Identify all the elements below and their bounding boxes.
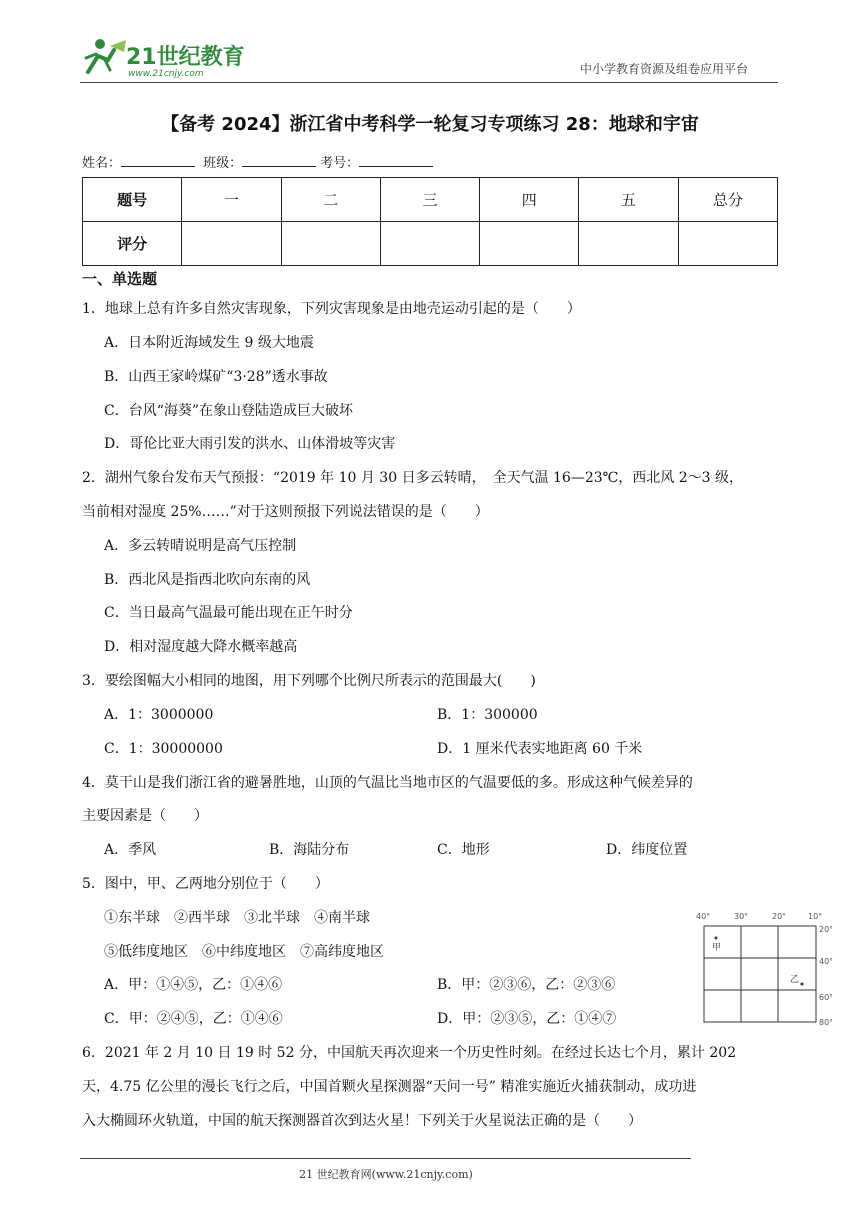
question-4-option-d: D．纬度位置 — [606, 842, 688, 858]
question-5-option-c: C．甲：②④⑤，乙：①④⑥ — [104, 1011, 283, 1027]
question-2-option-d: D．相对湿度越大降水概率越高 — [104, 639, 298, 655]
longitude-label: 20° — [772, 912, 787, 921]
question-6-stem-line-2: 天，4.75 亿公里的漫长飞行之后，中国首颗火星探测器“天问一号” 精准实施近火捕获制动，成功进 — [82, 1079, 697, 1095]
score-header-cell: 一 — [182, 178, 281, 222]
latitude-longitude-grid-figure — [694, 908, 832, 1028]
logo-url: www.21cnjy.com — [128, 69, 204, 78]
latitude-label: 20° — [819, 925, 832, 934]
question-1-option-b: B．山西王家岭煤矿“3·28”透水事故 — [104, 369, 328, 385]
question-2-option-c: C．当日最高气温最可能出现在正午时分 — [104, 605, 353, 621]
question-2-stem-line-2: 当前相对湿度 25%……”对于这则预报下列说法错误的是（ ） — [82, 504, 489, 520]
question-2-stem-line-1: 2．湖州气象台发布天气预报：“2019 年 10 月 30 日多云转晴， 全天气温 16—23℃，西北风 2～3 级， — [82, 470, 744, 486]
question-4-option-c: C．地形 — [437, 842, 490, 858]
point-b-label: 乙 — [790, 975, 800, 985]
question-1-option-a: A．日本附近海域发生 9 级大地震 — [104, 335, 314, 351]
question-6-stem-line-1: 6．2021 年 2 月 10 日 19 时 52 分，中国航天再次迎来一个历史性时刻。在经过长达七个月，累计 202 — [82, 1045, 737, 1061]
score-cell[interactable] — [380, 222, 479, 266]
score-cell[interactable] — [579, 222, 678, 266]
score-header-cell: 四 — [480, 178, 579, 222]
name-label: 姓名： — [82, 156, 122, 171]
footer-divider — [80, 1158, 691, 1159]
point-a-label: 甲 — [712, 943, 722, 953]
question-2-option-b: B．西北风是指西北吹向东南的风 — [104, 572, 311, 588]
longitude-label: 10° — [808, 912, 823, 921]
question-2-option-a: A．多云转晴说明是高气压控制 — [104, 538, 297, 554]
grid-lines — [704, 926, 816, 1022]
question-3-option-a: A．1：3000000 — [104, 707, 214, 723]
exam-field[interactable] — [359, 154, 433, 167]
class-field[interactable] — [242, 154, 316, 167]
question-1-stem: 1．地球上总有许多自然灾害现象，下列灾害现象是由地壳运动引起的是（ ） — [82, 301, 581, 317]
point-a-marker — [715, 937, 718, 940]
question-3-option-d: D．1 厘米代表实地距离 60 千米 — [437, 741, 643, 757]
longitude-label: 40° — [696, 912, 711, 921]
question-4-option-b: B．海陆分布 — [269, 842, 350, 858]
score-cell[interactable] — [182, 222, 281, 266]
question-5-items-line-1: ①东半球 ②西半球 ③北半球 ④南半球 — [104, 910, 370, 926]
question-5-option-d: D．甲：②③⑤，乙：①④⑦ — [437, 1011, 617, 1027]
header-divider — [80, 82, 778, 83]
score-header-cell: 五 — [579, 178, 678, 222]
latitude-label: 60° — [819, 993, 832, 1002]
question-1-option-d: D．哥伦比亚大雨引发的洪水、山体滑坡等灾害 — [104, 436, 396, 452]
question-3-option-b: B．1：300000 — [437, 707, 538, 723]
question-3-stem: 3．要绘图幅大小相同的地图，用下列哪个比例尺所表示的范围最大( ) — [82, 673, 536, 689]
score-row-label: 评分 — [83, 222, 182, 266]
latitude-label: 40° — [819, 957, 832, 966]
score-header-cell: 总分 — [678, 178, 777, 222]
question-5-items-line-2: ⑤低纬度地区 ⑥中纬度地区 ⑦高纬度地区 — [104, 944, 384, 960]
header-platform-text: 中小学教育资源及组卷应用平台 — [580, 62, 749, 76]
question-5-stem: 5．图中，甲、乙两地分别位于（ ） — [82, 876, 329, 892]
score-table-score-row — [83, 222, 778, 266]
point-b-marker — [801, 983, 804, 986]
question-4-stem-line-1: 4．莫干山是我们浙江省的避暑胜地，山顶的气温比当地市区的气温要低的多。形成这种气候差异的 — [82, 775, 693, 791]
score-cell[interactable] — [281, 222, 380, 266]
score-table-header-row — [83, 178, 778, 222]
score-table — [82, 177, 778, 266]
question-5-option-b: B．甲：②③⑥，乙：②③⑥ — [437, 977, 616, 993]
question-5-option-a: A．甲：①④⑤，乙：①④⑥ — [104, 977, 283, 993]
score-header-cell: 二 — [281, 178, 380, 222]
latitude-label: 80° — [819, 1018, 832, 1027]
score-header-cell: 三 — [380, 178, 479, 222]
logo-text: 21世纪教育 — [126, 45, 245, 70]
class-label: 班级： — [203, 156, 243, 171]
question-4-stem-line-2: 主要因素是（ ） — [82, 808, 208, 824]
question-3-option-c: C．1：30000000 — [104, 741, 223, 757]
name-field[interactable] — [121, 154, 195, 167]
site-logo — [80, 34, 255, 78]
page-title: 【备考 2024】浙江省中考科学一轮复习专项练习 28：地球和宇宙 — [161, 114, 699, 135]
question-1-option-c: C．台风“海葵”在象山登陆造成巨大破坏 — [104, 403, 354, 419]
student-info-line — [82, 152, 437, 171]
section-title: 一、单选题 — [82, 270, 158, 288]
question-6-stem-line-3: 入大椭圆环火轨道，中国的航天探测器首次到达火星！下列关于火星说法正确的是（ ） — [82, 1113, 642, 1129]
score-header-cell: 题号 — [83, 178, 182, 222]
question-4-option-a: A．季风 — [104, 842, 157, 858]
longitude-label: 30° — [734, 912, 749, 921]
score-cell[interactable] — [480, 222, 579, 266]
score-cell[interactable] — [678, 222, 777, 266]
footer-text: 21 世纪教育网(www.21cnjy.com) — [299, 1168, 473, 1181]
exam-label: 考号： — [320, 156, 360, 171]
